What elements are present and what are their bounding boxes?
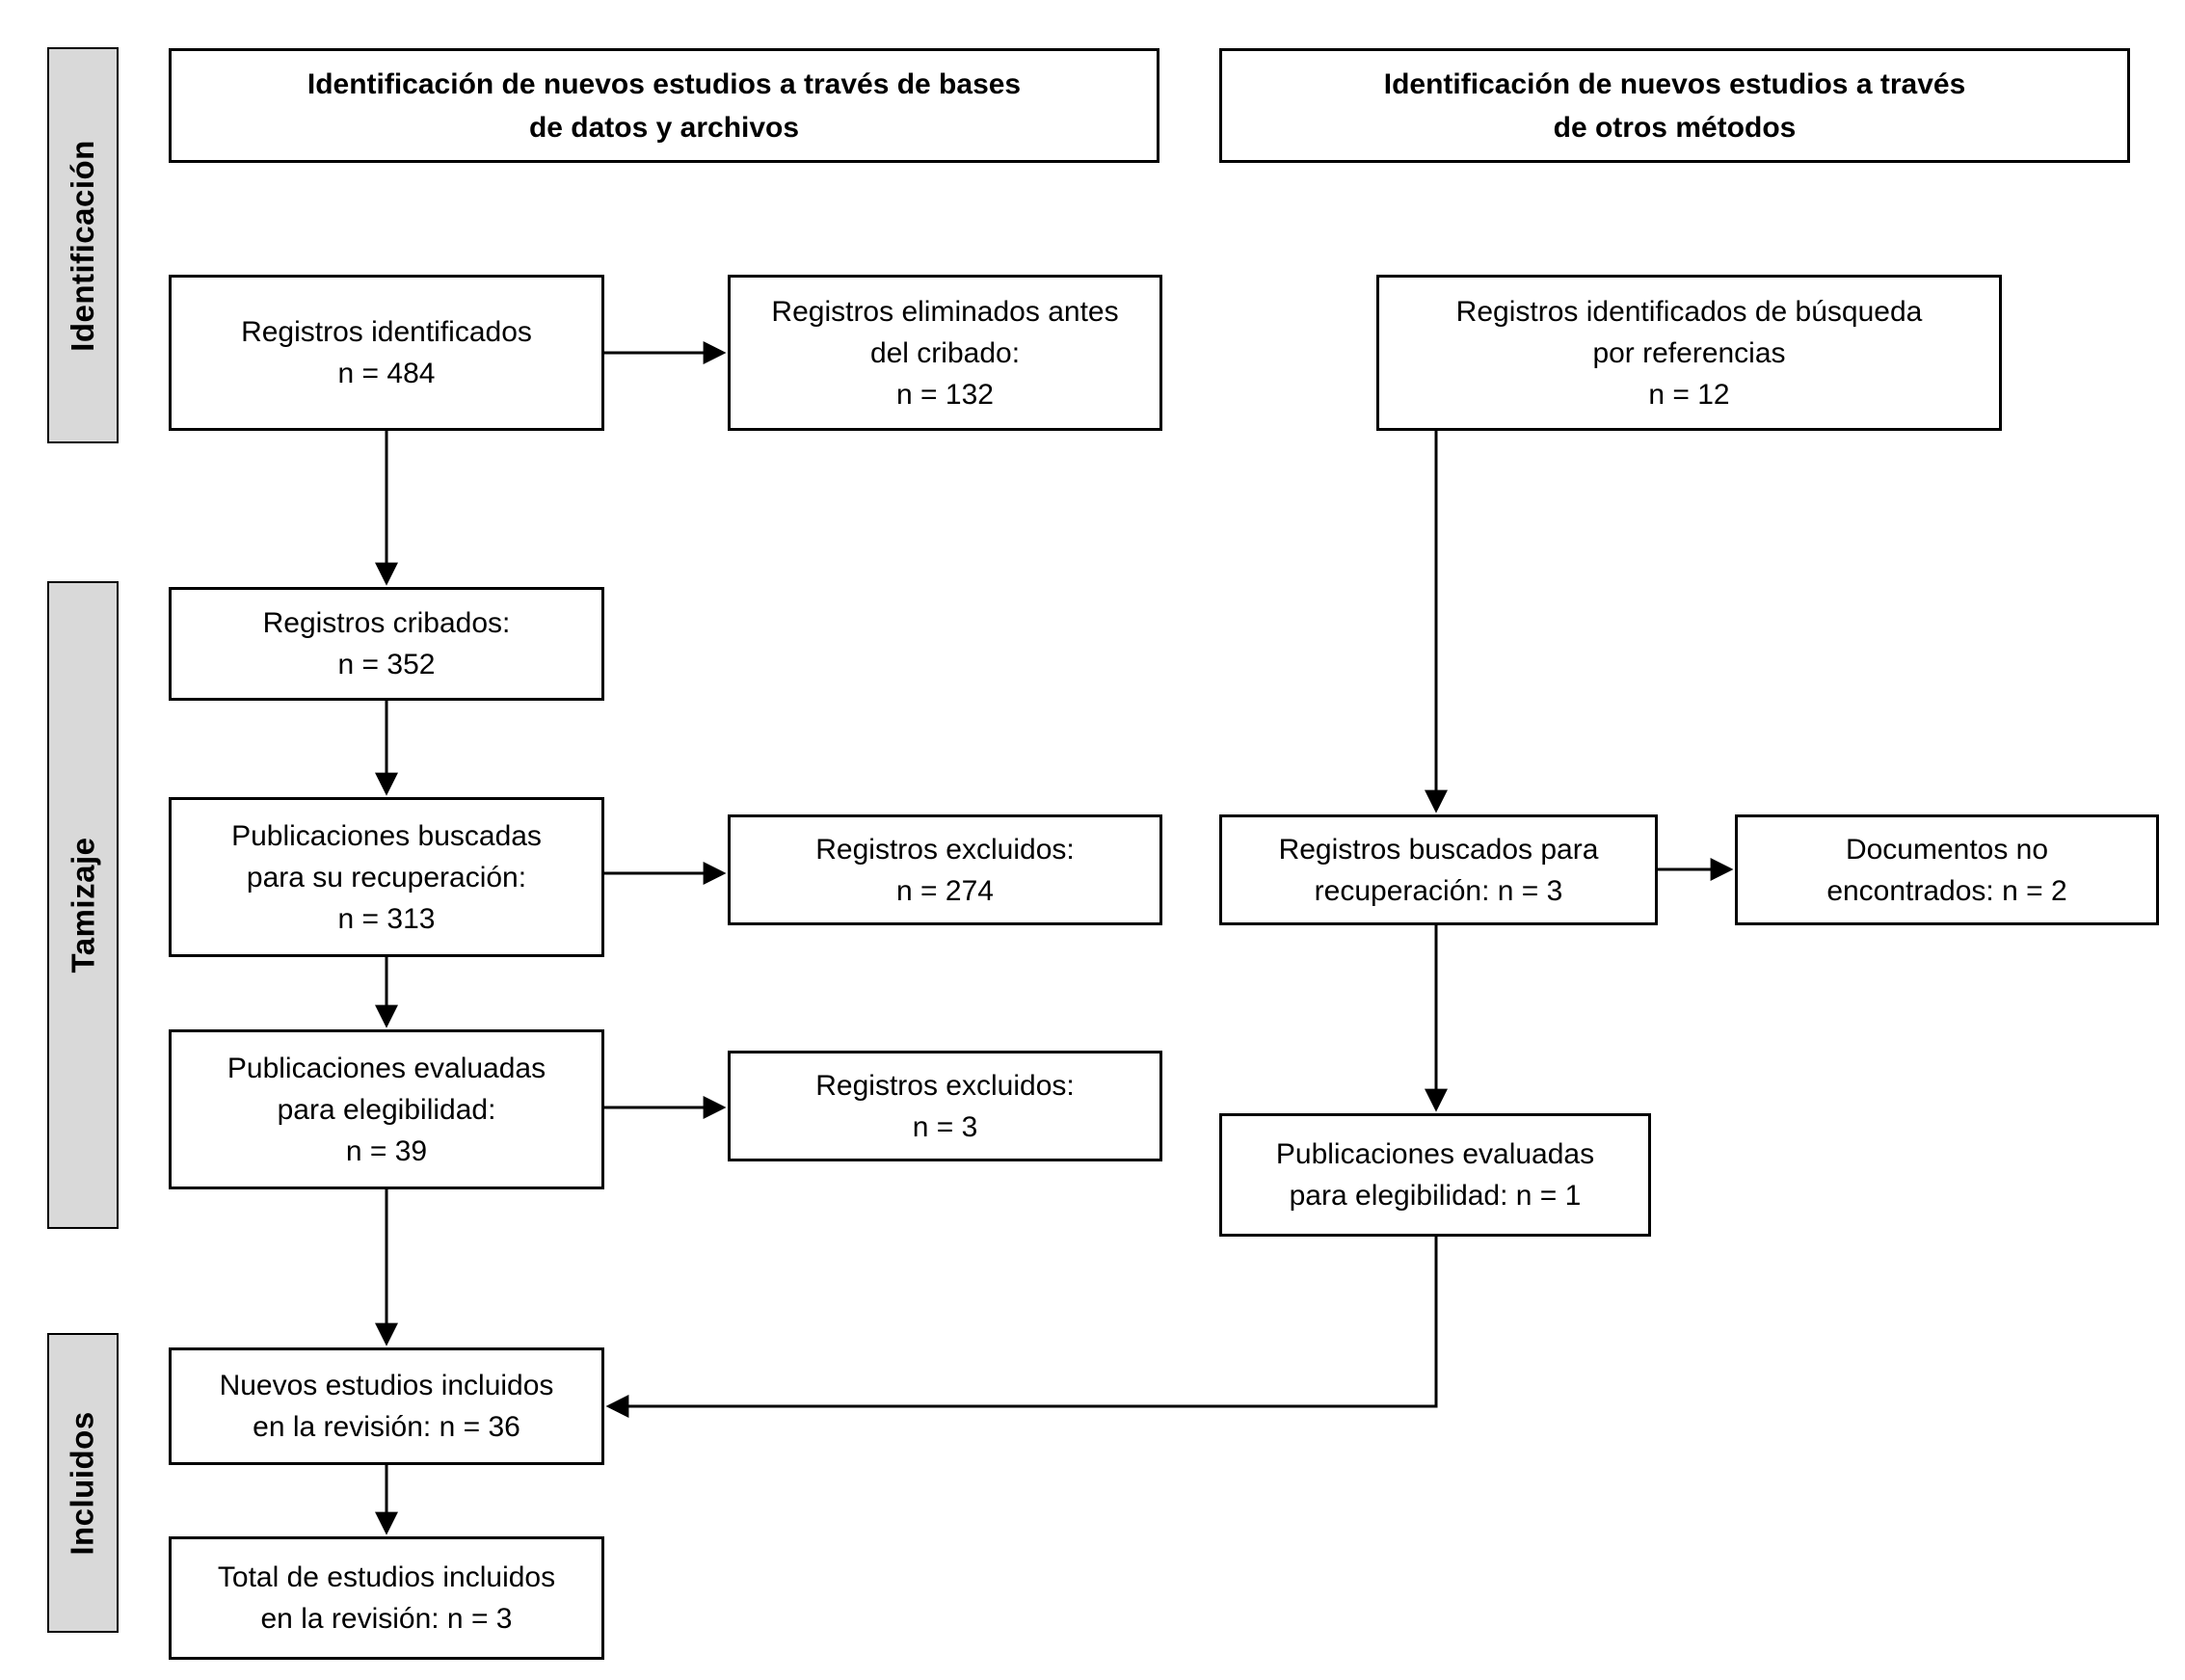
stage-screening xyxy=(47,581,119,1229)
box-records-sought-other-count: recuperación: n = 3 xyxy=(1314,874,1563,907)
box-records-removed-line1: Registros eliminados antes xyxy=(771,295,1119,328)
header-other-methods xyxy=(1219,48,2130,163)
box-records-screened-count: n = 352 xyxy=(337,649,436,680)
stage-screening-label: Tamizaje xyxy=(65,837,101,973)
box-records-identified xyxy=(169,275,604,431)
box-records-screened-line1: Registros cribados: xyxy=(262,607,511,639)
box-total-studies-included xyxy=(169,1536,604,1660)
box-new-studies-included-count: en la revisión: n = 36 xyxy=(253,1411,520,1443)
box-publications-assessed-line2: para elegibilidad: xyxy=(277,1093,496,1126)
header-other-methods-line2: de otros métodos xyxy=(1553,111,1797,144)
box-publications-assessed-other-line1: Publicaciones evaluadas xyxy=(1275,1138,1595,1170)
header-databases-line2: de datos y archivos xyxy=(528,111,800,144)
box-publications-sought xyxy=(169,797,604,957)
box-documents-not-found xyxy=(1735,814,2159,925)
box-records-excluded-3-count: n = 3 xyxy=(912,1110,978,1143)
box-publications-assessed-other xyxy=(1219,1113,1651,1237)
stage-identification xyxy=(47,47,119,443)
header-other-methods-line1: Identificación de nuevos estudios a través xyxy=(1383,67,1966,100)
box-records-identified-count: n = 484 xyxy=(337,358,436,389)
box-records-excluded-3-line1: Registros excluidos: xyxy=(815,1069,1075,1102)
box-records-excluded-274 xyxy=(728,814,1162,925)
box-records-identified-references-line2: por referencias xyxy=(1592,336,1786,369)
box-records-sought-other-line1: Registros buscados para xyxy=(1278,833,1599,866)
box-new-studies-included-line1: Nuevos estudios incluidos xyxy=(219,1370,554,1401)
box-records-sought-other xyxy=(1219,814,1658,925)
box-records-removed-before-screening xyxy=(728,275,1162,431)
box-publications-assessed-other-count: para elegibilidad: n = 1 xyxy=(1289,1180,1582,1212)
box-records-identified-line1: Registros identificados xyxy=(241,316,532,348)
stage-included-label: Incluidos xyxy=(65,1410,100,1556)
box-total-studies-included-count: en la revisión: n = 3 xyxy=(260,1603,513,1635)
box-publications-assessed-count: n = 39 xyxy=(345,1134,428,1167)
box-records-screened xyxy=(169,587,604,701)
header-databases-line1: Identificación de nuevos estudios a través de bases xyxy=(306,67,1022,100)
box-records-removed-line2: del cribado: xyxy=(869,336,1021,369)
box-records-excluded-274-line1: Registros excluidos: xyxy=(815,833,1075,866)
box-total-studies-included-line1: Total de estudios incluidos xyxy=(217,1561,556,1593)
box-records-identified-references xyxy=(1376,275,2002,431)
box-publications-assessed xyxy=(169,1029,604,1189)
stage-included xyxy=(47,1333,119,1633)
box-records-removed-count: n = 132 xyxy=(896,378,994,411)
header-databases xyxy=(169,48,1159,163)
arrow-assessed-other-to-new-included xyxy=(609,1237,1436,1406)
box-records-identified-references-count: n = 12 xyxy=(1648,378,1730,411)
box-publications-assessed-line1: Publicaciones evaluadas xyxy=(226,1052,546,1084)
box-documents-not-found-count: encontrados: n = 2 xyxy=(1826,874,2067,907)
box-records-identified-references-line1: Registros identificados de búsqueda xyxy=(1455,295,1923,328)
box-publications-sought-count: n = 313 xyxy=(337,902,436,935)
box-publications-sought-line1: Publicaciones buscadas xyxy=(231,819,542,852)
box-publications-sought-line2: para su recuperación: xyxy=(246,861,527,893)
box-records-excluded-3 xyxy=(728,1051,1162,1161)
box-records-excluded-274-count: n = 274 xyxy=(896,874,994,907)
box-documents-not-found-line1: Documentos no xyxy=(1845,833,2049,866)
box-new-studies-included xyxy=(169,1347,604,1465)
stage-identification-label: Identificación xyxy=(65,139,101,352)
